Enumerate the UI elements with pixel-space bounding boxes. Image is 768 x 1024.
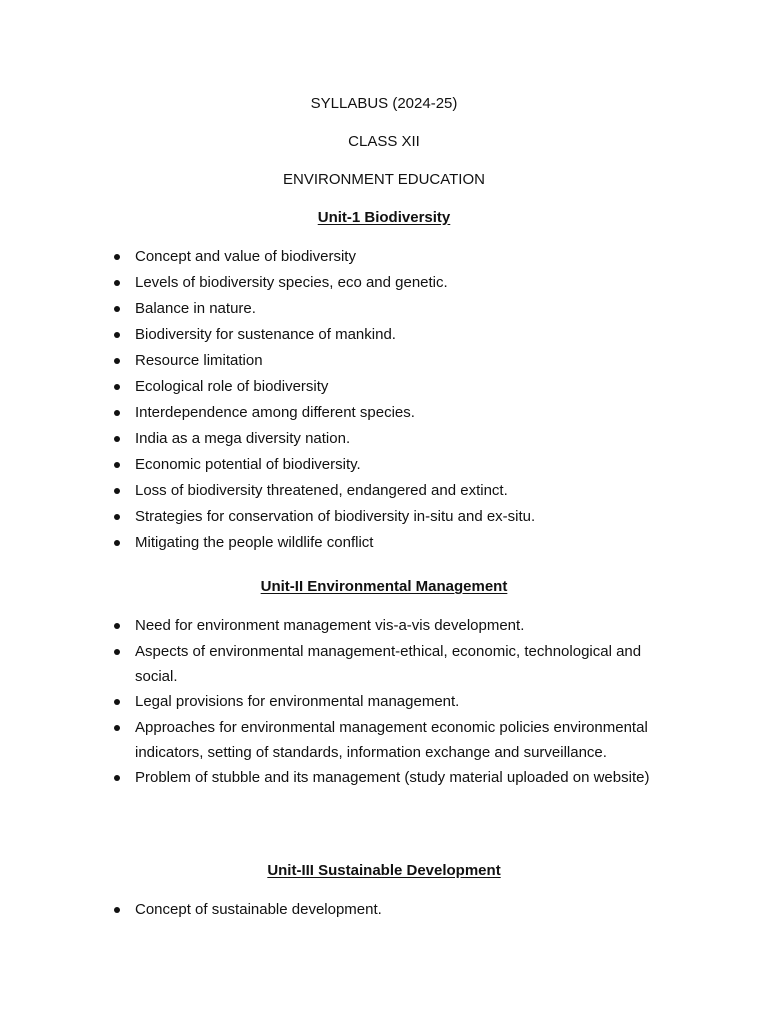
list-item: Economic potential of biodiversity. xyxy=(110,452,670,478)
list-item: Strategies for conservation of biodiversity in-situ and ex-situ. xyxy=(110,504,670,530)
subject-title: ENVIRONMENT EDUCATION xyxy=(283,171,485,188)
list-item: Resource limitation xyxy=(110,348,670,374)
list-item: Concept and value of biodiversity xyxy=(110,244,670,270)
unit-2-list xyxy=(110,613,670,790)
list-item: Aspects of environmental management-ethical, economic, technological and social. xyxy=(110,639,670,689)
list-item: Loss of biodiversity threatened, endangered and extinct. xyxy=(110,478,670,504)
list-item: Biodiversity for sustenance of mankind. xyxy=(110,322,670,348)
list-item: India as a mega diversity nation. xyxy=(110,426,670,452)
list-item: Ecological role of biodiversity xyxy=(110,374,670,400)
unit-3-list xyxy=(110,897,670,923)
list-item: Mitigating the people wildlife conflict xyxy=(110,530,670,556)
list-item: Legal provisions for environmental management. xyxy=(110,689,670,715)
unit-2-heading: Unit-II Environmental Management xyxy=(260,578,508,595)
list-item: Approaches for environmental management economic policies environmental indicators, setting of standards, information exchange and surveillance. xyxy=(110,715,670,765)
list-item: Problem of stubble and its management (study material uploaded on website) xyxy=(110,765,670,790)
list-item: Interdependence among different species. xyxy=(110,400,670,426)
list-item: Concept of sustainable development. xyxy=(110,897,670,923)
unit-1-list xyxy=(110,244,670,556)
list-item: Need for environment management vis-a-vis development. xyxy=(110,613,670,639)
unit-3-heading: Unit-III Sustainable Development xyxy=(267,862,501,879)
class-title: CLASS XII xyxy=(348,133,420,150)
list-item: Balance in nature. xyxy=(110,296,670,322)
syllabus-title: SYLLABUS (2024-25) xyxy=(310,95,458,112)
list-item: Levels of biodiversity species, eco and genetic. xyxy=(110,270,670,296)
unit-1-heading: Unit-1 Biodiversity xyxy=(317,209,451,226)
